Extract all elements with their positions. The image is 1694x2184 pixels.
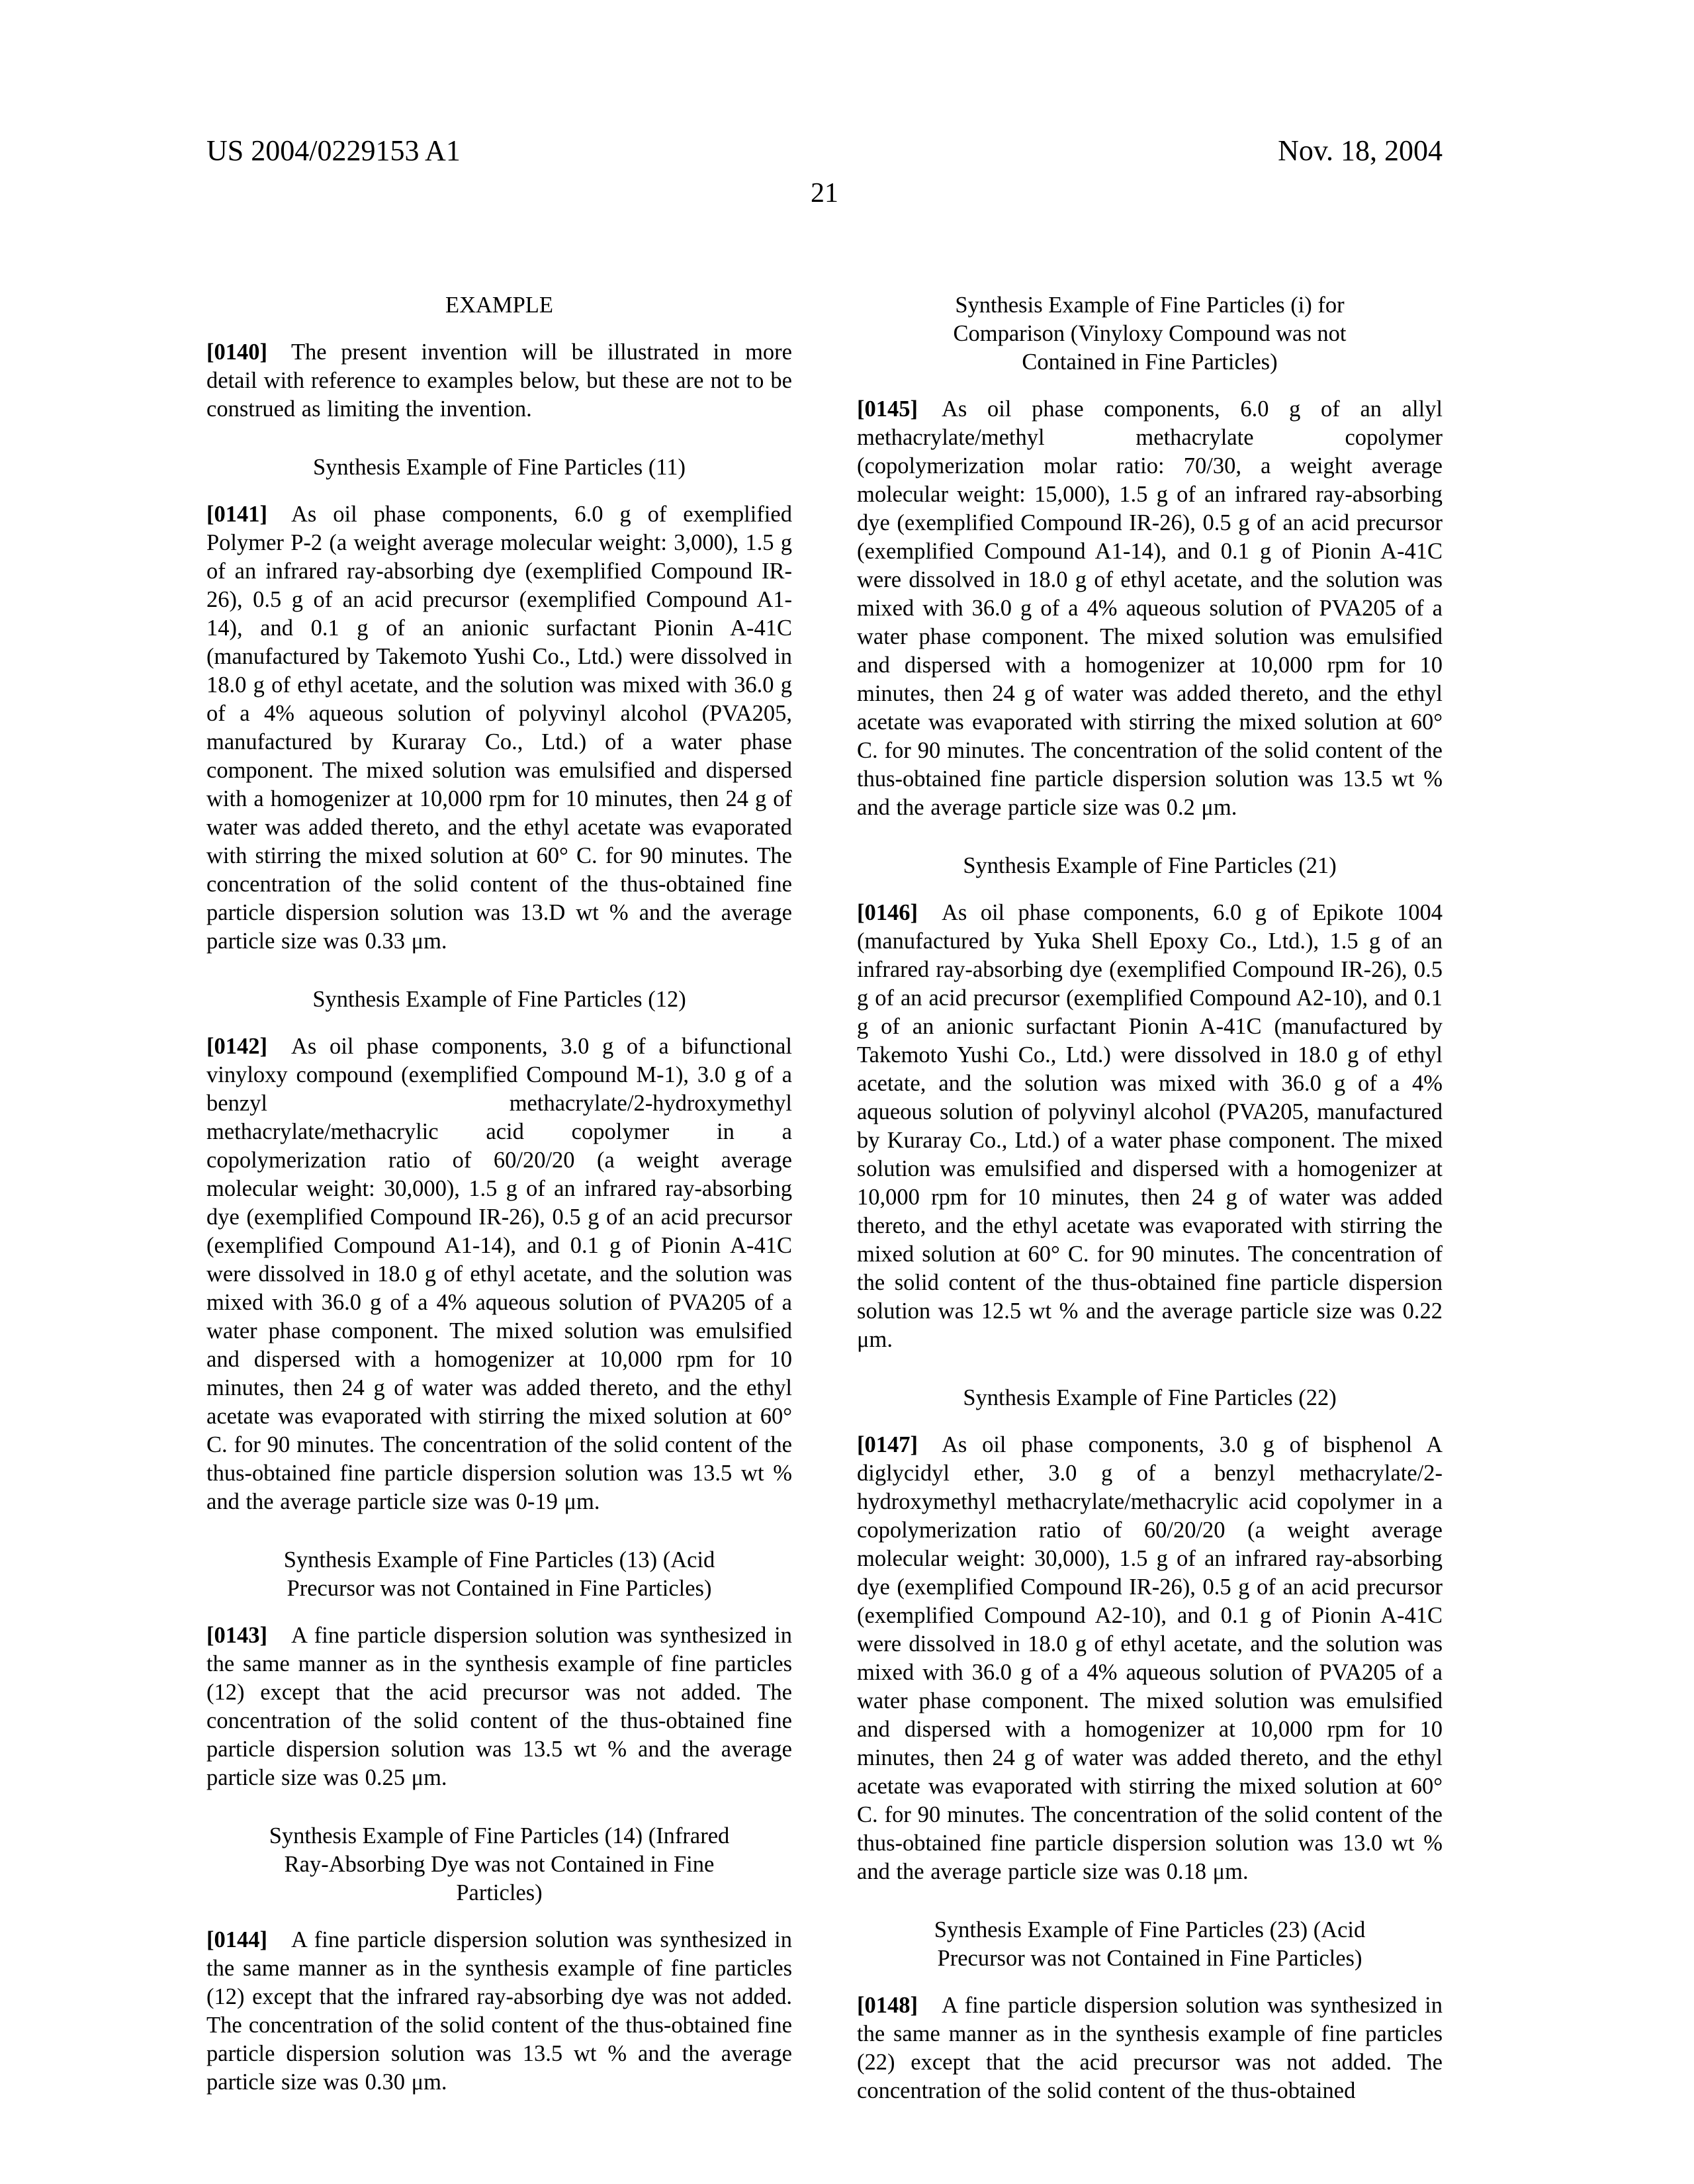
paragraph-text: A fine particle dispersion solution was synthesized in the same manner as in the synthesis example of fine particles (12) except that the infrared ray-absorbing dye was not added. The concentration of the solid content of the thus-obtained fine particle dispersion solution was 13.5 wt % and the average particle size was 0.30 μm. (206, 1927, 792, 2095)
paragraph-number: [0147] (857, 1432, 918, 1457)
paragraph-number: [0140] (206, 340, 267, 365)
paragraph-number: [0145] (857, 396, 918, 422)
section-heading-synthesis-13: Synthesis Example of Fine Particles (13) (Acid Precursor was not Contained in Fine Particles) (283, 1547, 715, 1601)
paragraph-0142 (206, 1032, 792, 1516)
text-columns (206, 291, 1443, 2105)
paragraph-0143 (206, 1621, 792, 1792)
paragraph-text: As oil phase components, 3.0 g of bisphenol A diglycidyl ether, 3.0 g of a benzyl methacrylate/2-hydroxymethyl methacrylate/methacrylic acid copolymer in a copolymerization ratio of 60/20/20 (a weight average molecular weight: 30,000), 1.5 g of an infrared ray-absorbing dye (exemplified Compound IR-26), 0.5 g of an acid precursor (exemplified Compound A2-10), and 0.1 g of Pionin A-41C were dissolved in 18.0 g of ethyl acetate, and the solution was mixed with 36.0 g of a 4% aqueous solution of PVA205 of a water phase component. The mixed solution was emulsified and dispersed with a homogenizer at 10,000 rpm for 10 minutes, then 24 g of water was added thereto, and the ethyl acetate was evaporated with stirring the mixed solution at 60° C. for 90 minutes. The concentration of the solid content of the thus-obtained fine particle dispersion solution was 13.0 wt % and the average particle size was 0.18 μm. (857, 1432, 1443, 1884)
right-column (857, 291, 1443, 2105)
section-heading-synthesis-14: Synthesis Example of Fine Particles (14) (Infrared Ray-Absorbing Dye was not Contained in Fine Particles) (269, 1823, 730, 1905)
section-heading-synthesis-i-comparison: Synthesis Example of Fine Particles (i) for Comparison (Vinyloxy Compound was not Contained in Fine Particles) (953, 293, 1347, 375)
paragraph-number: [0142] (206, 1034, 267, 1059)
section-heading-synthesis-22: Synthesis Example of Fine Particles (22) (963, 1385, 1337, 1410)
paragraph-0146 (857, 899, 1443, 1354)
paragraph-number: [0141] (206, 502, 267, 527)
paragraph-number: [0143] (206, 1623, 267, 1648)
section-heading-synthesis-12: Synthesis Example of Fine Particles (12) (312, 987, 686, 1012)
paragraph-0148 (857, 1991, 1443, 2105)
paragraph-number: [0144] (206, 1927, 267, 1952)
paragraph-text: As oil phase components, 6.0 g of Epikote 1004 (manufactured by Yuka Shell Epoxy Co., Ltd.), 1.5 g of an infrared ray-absorbing dye (exemplified Compound IR-26), 0.5 g of an acid precursor (exemplified Compound A2-10), and 0.1 g of an anionic surfactant Pionin A-41C (manufactured by Takemoto Yushi Co., Ltd.) were dissolved in 18.0 g of ethyl acetate, and the solution was mixed with 36.0 g of a 4% aqueous solution of polyvinyl alcohol (PVA205, manufactured by Kuraray Co., Ltd.) of a water phase component. The mixed solution was emulsified and dispersed with a homogenizer at 10,000 rpm for 10 minutes, then 24 g of water was added thereto, and the ethyl acetate was evaporated with stirring the mixed solution at 60° C. for 90 minutes. The concentration of the solid content of the thus-obtained fine particle dispersion solution was 12.5 wt % and the average particle size was 0.22 μm. (857, 900, 1443, 1352)
paragraph-text: As oil phase components, 6.0 g of exemplified Polymer P-2 (a weight average molecular weight: 3,000), 1.5 g of an infrared ray-absorbing dye (exemplified Compound IR-26), 0.5 g of an acid precursor (exemplified Compound A1-14), and 0.1 g of an anionic surfactant Pionin A-41C (manufactured by Takemoto Yushi Co., Ltd.) were dissolved in 18.0 g of ethyl acetate, and the solution was mixed with 36.0 g of a 4% aqueous solution of polyvinyl alcohol (PVA205, manufactured by Kuraray Co., Ltd.) of a water phase component. The mixed solution was emulsified and dispersed with a homogenizer at 10,000 rpm for 10 minutes, then 24 g of water was added thereto, and the ethyl acetate was evaporated with stirring the mixed solution at 60° C. for 90 minutes. The concentration of the solid content of the thus-obtained fine particle dispersion solution was 13.D wt % and the average particle size was 0.33 μm. (206, 502, 792, 954)
publication-date: Nov. 18, 2004 (1278, 134, 1443, 167)
paragraph-text: A fine particle dispersion solution was synthesized in the same manner as in the synthesis example of fine particles (12) except that the acid precursor was not added. The concentration of the solid content of the thus-obtained fine particle dispersion solution was 13.5 wt % and the average particle size was 0.25 μm. (206, 1623, 792, 1790)
page-number: 21 (811, 178, 838, 208)
paragraph-text: A fine particle dispersion solution was synthesized in the same manner as in the synthesis example of fine particles (22) except that the acid precursor was not added. The concentration of the solid content of the thus-obtained (857, 1993, 1443, 2103)
paragraph-0147 (857, 1431, 1443, 1886)
paragraph-text: As oil phase components, 3.0 g of a bifunctional vinyloxy compound (exemplified Compound M-1), 3.0 g of a benzyl methacrylate/2-hydroxymethyl methacrylate/methacrylic acid copolymer in a copolymerization ratio of 60/20/20 (a weight average molecular weight: 30,000), 1.5 g of an infrared ray-absorbing dye (exemplified Compound IR-26), 0.5 g of an acid precursor (exemplified Compound A1-14), and 0.1 g of Pionin A-41C were dissolved in 18.0 g of ethyl acetate, and the solution was mixed with 36.0 g of a 4% aqueous solution of PVA205 of a water phase component. The mixed solution was emulsified and dispersed with a homogenizer at 10,000 rpm for 10 minutes, then 24 g of water was added thereto, and the ethyl acetate was evaporated with stirring the mixed solution at 60° C. for 90 minutes. The concentration of the solid content of the thus-obtained fine particle dispersion solution was 13.5 wt % and the average particle size was 0-19 μm. (206, 1034, 792, 1514)
paragraph-text: As oil phase components, 6.0 g of an allyl methacrylate/methyl methacrylate copolymer (copolymerization molar ratio: 70/30, a weight average molecular weight: 15,000), 1.5 g of an infrared ray-absorbing dye (exemplified Compound IR-26), 0.5 g of an acid precursor (exemplified Compound A1-14), and 0.1 g of Pionin A-41C were dissolved in 18.0 g of ethyl acetate, and the solution was mixed with 36.0 g of a 4% aqueous solution of PVA205 of a water phase component. The mixed solution was emulsified and dispersed with a homogenizer at 10,000 rpm for 10 minutes, then 24 g of water was added thereto, and the ethyl acetate was evaporated with stirring the mixed solution at 60° C. for 90 minutes. The concentration of the solid content of the thus-obtained fine particle dispersion solution was 13.5 wt % and the average particle size was 0.2 μm. (857, 396, 1443, 820)
paragraph-text: The present invention will be illustrated in more detail with reference to examples below, but these are not to be construed as limiting the invention. (206, 340, 792, 422)
paragraph-number: [0146] (857, 900, 918, 925)
patent-number: US 2004/0229153 A1 (206, 134, 461, 167)
paragraph-0144 (206, 1926, 792, 2097)
paragraph-0145 (857, 395, 1443, 822)
page-header (206, 134, 1443, 167)
section-heading-synthesis-23: Synthesis Example of Fine Particles (23) (Acid Precursor was not Contained in Fine Particles) (934, 1917, 1366, 1971)
section-heading-synthesis-11: Synthesis Example of Fine Particles (11) (312, 455, 686, 480)
section-heading-example: EXAMPLE (445, 293, 553, 318)
paragraph-0140 (206, 338, 792, 424)
left-column (206, 291, 792, 2105)
paragraph-number: [0148] (857, 1993, 918, 2018)
paragraph-0141 (206, 500, 792, 956)
section-heading-synthesis-21: Synthesis Example of Fine Particles (21) (963, 853, 1337, 878)
